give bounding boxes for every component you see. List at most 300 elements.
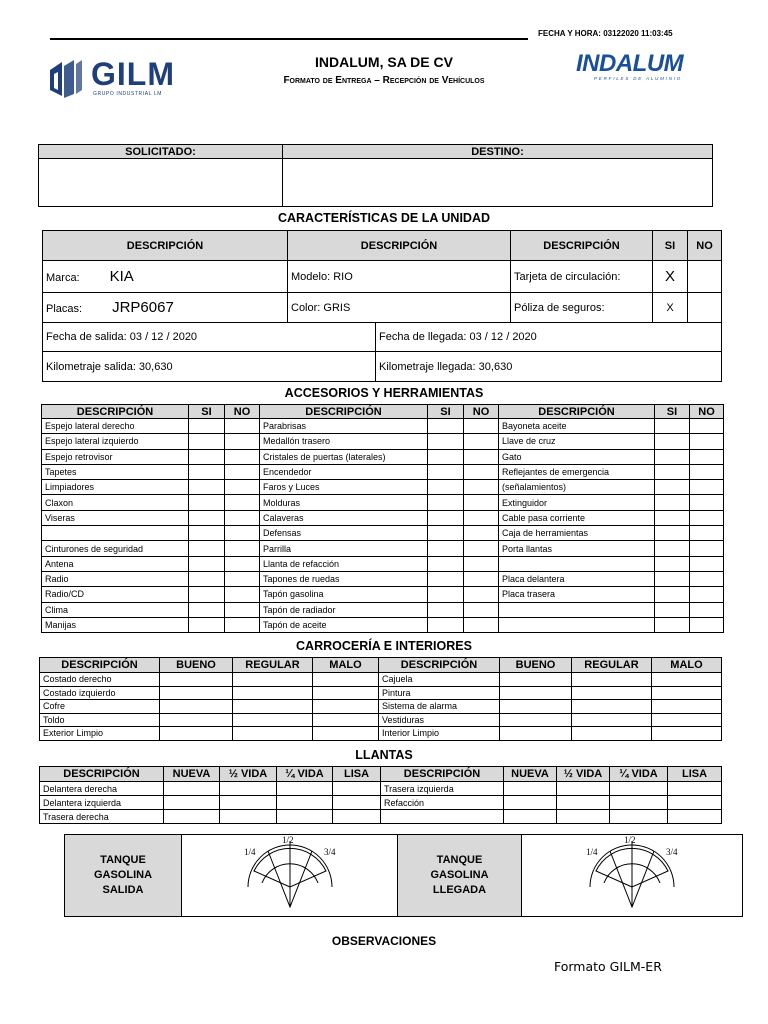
body-malo-cell[interactable]: [652, 673, 722, 687]
body-regular-cell[interactable]: [233, 727, 313, 741]
body-regular-cell[interactable]: [233, 700, 313, 714]
accessory-si-cell[interactable]: [428, 587, 464, 602]
body-regular-cell[interactable]: [233, 713, 313, 727]
solicitado-header: SOLICITADO:: [39, 145, 283, 159]
body-malo-cell[interactable]: [313, 686, 379, 700]
fuel-llegada-gauge-cell[interactable]: [522, 835, 743, 917]
gilm-logo-text: GILM: [91, 56, 175, 92]
accessory-no-cell[interactable]: [464, 587, 499, 602]
observaciones-title: OBSERVACIONES: [331, 934, 437, 948]
svg-text:1/4: 1/4: [244, 847, 256, 857]
body-bueno-cell[interactable]: [500, 686, 572, 700]
unit-table: [42, 230, 722, 382]
header-rule: [50, 38, 528, 40]
accessory-si-cell[interactable]: [655, 556, 690, 571]
accessory-desc: Cristales de puertas (laterales): [260, 449, 428, 464]
table-row: [42, 434, 724, 449]
body-regular-cell[interactable]: [572, 700, 652, 714]
destino-field[interactable]: [283, 159, 713, 207]
accessory-si-cell[interactable]: [189, 617, 225, 632]
accessory-desc: [499, 617, 655, 632]
body-malo-cell[interactable]: [652, 700, 722, 714]
body-header-bueno-2: BUENO: [500, 658, 572, 673]
fecha-llegada[interactable]: Fecha de llegada: 03 / 12 / 2020: [376, 323, 722, 352]
accessory-si-cell[interactable]: [655, 602, 690, 617]
indalum-logo: [576, 50, 716, 90]
tire-half-cell[interactable]: [220, 782, 277, 796]
accessory-si-cell[interactable]: [655, 480, 690, 495]
tire-lisa-cell[interactable]: [333, 796, 381, 810]
unit-header-no: NO: [688, 231, 722, 261]
body-bueno-cell[interactable]: [160, 713, 233, 727]
accessory-si-cell[interactable]: [655, 526, 690, 541]
acc-header-desc-3: DESCRIPCIÓN: [499, 405, 655, 419]
accessory-desc: Extinguidor: [499, 495, 655, 510]
table-row: [42, 464, 724, 479]
accessory-desc: Radio/CD: [42, 587, 189, 602]
tire-quarter-cell[interactable]: [610, 782, 668, 796]
body-desc: Costado derecho: [40, 673, 160, 687]
accessory-no-cell[interactable]: [464, 571, 499, 586]
accessory-no-cell[interactable]: [690, 617, 724, 632]
tire-desc: Delantera derecha: [40, 782, 164, 796]
accessory-si-cell[interactable]: [189, 419, 225, 434]
body-desc: Costado izquierdo: [40, 686, 160, 700]
body-malo-cell[interactable]: [313, 713, 379, 727]
accessory-desc: Espejo lateral izquierdo: [42, 434, 189, 449]
accessory-si-cell[interactable]: [189, 480, 225, 495]
tire-nueva-cell[interactable]: [504, 796, 557, 810]
tire-desc: Trasera derecha: [40, 810, 164, 824]
acc-header-no-1: NO: [225, 405, 260, 419]
tire-quarter-cell[interactable]: [277, 782, 333, 796]
body-table: [39, 657, 722, 741]
request-table: [38, 144, 713, 207]
company-name: INDALUM, SA DE CV: [315, 54, 453, 70]
accessory-no-cell[interactable]: [464, 464, 499, 479]
indalum-logo-text: INDALUM: [576, 50, 684, 77]
table-row: [40, 782, 722, 796]
body-regular-cell[interactable]: [572, 727, 652, 741]
tarjeta-no[interactable]: [688, 261, 722, 293]
accessory-si-cell[interactable]: [428, 526, 464, 541]
poliza-label: Póliza de seguros:: [511, 293, 653, 323]
tire-half-cell[interactable]: [220, 796, 277, 810]
table-row: [40, 700, 722, 714]
unit-header-desc-2: DESCRIPCIÓN: [288, 231, 511, 261]
table-row: [42, 571, 724, 586]
accessory-si-cell[interactable]: [189, 495, 225, 510]
accessory-no-cell[interactable]: [464, 434, 499, 449]
accessory-no-cell[interactable]: [225, 510, 260, 525]
tire-desc: Trasera izquierda: [381, 782, 504, 796]
unit-header-desc-1: DESCRIPCIÓN: [43, 231, 288, 261]
unit-header-desc-3: DESCRIPCIÓN: [511, 231, 653, 261]
body-desc: Cajuela: [379, 673, 500, 687]
body-regular-cell[interactable]: [572, 713, 652, 727]
table-row: [42, 556, 724, 571]
body-desc: Sistema de alarma: [379, 700, 500, 714]
accessories-section-title: ACCESORIOS Y HERRAMIENTAS: [284, 386, 484, 400]
body-header-bueno-1: BUENO: [160, 658, 233, 673]
accessory-si-cell[interactable]: [428, 495, 464, 510]
table-row: [40, 727, 722, 741]
table-row: [42, 617, 724, 632]
accessory-si-cell[interactable]: [655, 464, 690, 479]
fuel-salida-label: TANQUE GASOLINA SALIDA: [65, 835, 182, 917]
accessory-si-cell[interactable]: [189, 541, 225, 556]
acc-header-no-3: NO: [690, 405, 724, 419]
tire-half-cell[interactable]: [220, 810, 277, 824]
accessory-no-cell[interactable]: [225, 434, 260, 449]
tire-lisa-cell[interactable]: [333, 782, 381, 796]
accessory-no-cell[interactable]: [690, 510, 724, 525]
tires-header-lisa-2: LISA: [668, 767, 722, 782]
accessory-desc: Espejo lateral derecho: [42, 419, 189, 434]
accessory-si-cell[interactable]: [655, 495, 690, 510]
tires-header-lisa-1: LISA: [333, 767, 381, 782]
accessory-no-cell[interactable]: [225, 480, 260, 495]
accessory-desc: [499, 556, 655, 571]
tire-lisa-cell[interactable]: [668, 782, 722, 796]
body-regular-cell[interactable]: [233, 686, 313, 700]
accessory-no-cell[interactable]: [690, 480, 724, 495]
accessory-desc: Tapones de ruedas: [260, 571, 428, 586]
accessory-desc: Tapón de radiador: [260, 602, 428, 617]
accessory-si-cell[interactable]: [428, 617, 464, 632]
accessory-desc: Antena: [42, 556, 189, 571]
accessory-si-cell[interactable]: [655, 510, 690, 525]
table-row: [42, 510, 724, 525]
body-desc: Interior Limpio: [379, 727, 500, 741]
accessory-no-cell[interactable]: [464, 617, 499, 632]
fuel-table: [64, 834, 743, 917]
accessory-si-cell[interactable]: [655, 419, 690, 434]
marca-cell: Marca: KIA: [43, 261, 288, 293]
tires-header-quarter-2: ¼ VIDA: [610, 767, 668, 782]
tire-quarter-cell[interactable]: [277, 796, 333, 810]
form-subtitle: Formato de Entrega – Recepción de Vehículos: [283, 75, 485, 86]
svg-text:1/2: 1/2: [624, 835, 636, 845]
accessory-desc: Calaveras: [260, 510, 428, 525]
accessory-si-cell[interactable]: [189, 510, 225, 525]
body-regular-cell[interactable]: [572, 686, 652, 700]
body-regular-cell[interactable]: [233, 673, 313, 687]
accessory-si-cell[interactable]: [428, 434, 464, 449]
accessory-desc: Cinturones de seguridad: [42, 541, 189, 556]
tires-section-title: LLANTAS: [355, 748, 413, 762]
accessory-no-cell[interactable]: [225, 495, 260, 510]
accessory-desc: Tapón gasolina: [260, 587, 428, 602]
accessories-table: [41, 404, 724, 633]
accessory-si-cell[interactable]: [189, 587, 225, 602]
accessory-si-cell[interactable]: [655, 434, 690, 449]
acc-header-no-2: NO: [464, 405, 499, 419]
tire-half-cell[interactable]: [557, 796, 610, 810]
accessory-no-cell[interactable]: [690, 464, 724, 479]
body-desc: Toldo: [40, 713, 160, 727]
accessory-desc: Medallón trasero: [260, 434, 428, 449]
table-row: [40, 686, 722, 700]
accessory-desc: Caja de herramientas: [499, 526, 655, 541]
body-malo-cell[interactable]: [313, 700, 379, 714]
accessory-si-cell[interactable]: [655, 449, 690, 464]
table-row: [40, 713, 722, 727]
accessory-si-cell[interactable]: [189, 602, 225, 617]
accessory-si-cell[interactable]: [428, 571, 464, 586]
accessory-si-cell[interactable]: [189, 449, 225, 464]
accessory-no-cell[interactable]: [464, 419, 499, 434]
accessory-no-cell[interactable]: [225, 464, 260, 479]
body-malo-cell[interactable]: [313, 673, 379, 687]
body-malo-cell[interactable]: [652, 686, 722, 700]
table-row: [40, 796, 722, 810]
body-bueno-cell[interactable]: [500, 713, 572, 727]
fuel-salida-gauge-cell[interactable]: [182, 835, 398, 917]
body-bueno-cell[interactable]: [500, 700, 572, 714]
accessory-no-cell[interactable]: [225, 449, 260, 464]
body-header-desc-1: DESCRIPCIÓN: [40, 658, 160, 673]
body-bueno-cell[interactable]: [160, 686, 233, 700]
accessory-no-cell[interactable]: [464, 510, 499, 525]
accessory-no-cell[interactable]: [464, 526, 499, 541]
accessory-si-cell[interactable]: [428, 480, 464, 495]
body-header-malo-1: MALO: [313, 658, 379, 673]
modelo-value[interactable]: RIO: [333, 270, 353, 283]
accessory-desc: Radio: [42, 571, 189, 586]
color-cell: Color: GRIS: [288, 293, 511, 323]
tires-header-desc-2: DESCRIPCIÓN: [381, 767, 504, 782]
body-header-regular-2: REGULAR: [572, 658, 652, 673]
accessory-desc: Claxon: [42, 495, 189, 510]
accessory-desc: Porta llantas: [499, 541, 655, 556]
tire-desc: Refacción: [381, 796, 504, 810]
accessory-desc: Llanta de refacción: [260, 556, 428, 571]
acc-header-si-1: SI: [189, 405, 225, 419]
table-row: [42, 587, 724, 602]
tire-lisa-cell[interactable]: [333, 810, 381, 824]
accessory-si-cell[interactable]: [655, 541, 690, 556]
accessory-no-cell[interactable]: [690, 434, 724, 449]
body-desc: Pintura: [379, 686, 500, 700]
accessory-no-cell[interactable]: [225, 587, 260, 602]
svg-text:1/2: 1/2: [282, 835, 294, 845]
accessory-desc: Limpiadores: [42, 480, 189, 495]
body-desc: Vestiduras: [379, 713, 500, 727]
accessory-desc: Placa trasera: [499, 587, 655, 602]
tires-header-nueva-1: NUEVA: [164, 767, 220, 782]
solicitado-field[interactable]: [39, 159, 283, 207]
fuel-gauge-icon: [182, 835, 398, 915]
accessory-desc: Defensas: [260, 526, 428, 541]
table-row: [40, 673, 722, 687]
marca-value[interactable]: KIA: [109, 268, 134, 285]
accessory-desc: (señalamientos): [499, 480, 655, 495]
tire-half-cell[interactable]: [557, 782, 610, 796]
accessory-desc: Clima: [42, 602, 189, 617]
tire-nueva-cell[interactable]: [164, 782, 220, 796]
accessory-desc: Placa delantera: [499, 571, 655, 586]
accessory-si-cell[interactable]: [428, 464, 464, 479]
accessory-no-cell[interactable]: [225, 526, 260, 541]
table-row: [42, 419, 724, 434]
table-row: [42, 526, 724, 541]
form-code: Formato GILM-ER: [554, 959, 662, 974]
accessory-desc: Llave de cruz: [499, 434, 655, 449]
accessory-desc: Bayoneta aceite: [499, 419, 655, 434]
tires-header-nueva-2: NUEVA: [504, 767, 557, 782]
accessory-no-cell[interactable]: [690, 556, 724, 571]
accessory-desc: Espejo retrovisor: [42, 449, 189, 464]
tarjeta-label: Tarjeta de circulación:: [511, 261, 653, 293]
body-regular-cell[interactable]: [572, 673, 652, 687]
accessory-desc: Tapetes: [42, 464, 189, 479]
unit-header-si: SI: [653, 231, 688, 261]
accessory-no-cell[interactable]: [690, 526, 724, 541]
accessory-no-cell[interactable]: [690, 495, 724, 510]
poliza-no[interactable]: [688, 293, 722, 323]
fuel-gauge-icon: [522, 835, 743, 915]
tires-header-half-2: ½ VIDA: [557, 767, 610, 782]
body-bueno-cell[interactable]: [160, 673, 233, 687]
table-row: [42, 480, 724, 495]
tire-lisa-cell[interactable]: [668, 810, 722, 824]
accessory-desc: Viseras: [42, 510, 189, 525]
body-desc: Exterior Limpio: [40, 727, 160, 741]
accessory-si-cell[interactable]: [189, 526, 225, 541]
accessory-si-cell[interactable]: [189, 464, 225, 479]
unit-section-title: CARACTERÍSTICAS DE LA UNIDAD: [277, 211, 491, 225]
tire-nueva-cell[interactable]: [504, 810, 557, 824]
svg-text:3/4: 3/4: [666, 847, 678, 857]
table-row: [42, 495, 724, 510]
accessory-desc: Manijas: [42, 617, 189, 632]
svg-text:3/4: 3/4: [324, 847, 336, 857]
accessory-desc: Tapón de aceite: [260, 617, 428, 632]
modelo-cell: Modelo: RIO: [288, 261, 511, 293]
accessory-si-cell[interactable]: [189, 556, 225, 571]
fuel-llegada-label: TANQUE GASOLINA LLEGADA: [398, 835, 522, 917]
accessory-desc: [42, 526, 189, 541]
body-header-desc-2: DESCRIPCIÓN: [379, 658, 500, 673]
accessory-si-cell[interactable]: [655, 587, 690, 602]
poliza-si[interactable]: X: [653, 293, 688, 323]
indalum-logo-sub: PERFILES DE ALUMINIO: [594, 76, 683, 81]
accessory-si-cell[interactable]: [655, 617, 690, 632]
accessory-no-cell[interactable]: [690, 571, 724, 586]
accessory-si-cell[interactable]: [655, 571, 690, 586]
tires-table: [39, 766, 722, 824]
accessory-desc: Parrilla: [260, 541, 428, 556]
accessory-no-cell[interactable]: [690, 587, 724, 602]
accessory-no-cell[interactable]: [464, 480, 499, 495]
accessory-si-cell[interactable]: [428, 419, 464, 434]
accessory-no-cell[interactable]: [225, 419, 260, 434]
accessory-si-cell[interactable]: [189, 571, 225, 586]
body-bueno-cell[interactable]: [500, 673, 572, 687]
acc-header-desc-2: DESCRIPCIÓN: [260, 405, 428, 419]
svg-text:1/4: 1/4: [586, 847, 598, 857]
destino-header: DESTINO:: [283, 145, 713, 159]
body-malo-cell[interactable]: [313, 727, 379, 741]
accessory-no-cell[interactable]: [464, 541, 499, 556]
table-row: [40, 810, 722, 824]
body-header-malo-2: MALO: [652, 658, 722, 673]
accessory-desc: Faros y Luces: [260, 480, 428, 495]
accessory-si-cell[interactable]: [428, 556, 464, 571]
accessory-no-cell[interactable]: [690, 419, 724, 434]
body-malo-cell[interactable]: [652, 727, 722, 741]
tire-lisa-cell[interactable]: [668, 796, 722, 810]
body-header-regular-1: REGULAR: [233, 658, 313, 673]
accessory-desc: Cable pasa corriente: [499, 510, 655, 525]
body-bueno-cell[interactable]: [160, 727, 233, 741]
body-desc: Cofre: [40, 700, 160, 714]
accessory-no-cell[interactable]: [690, 449, 724, 464]
fecha-salida[interactable]: Fecha de salida: 03 / 12 / 2020: [43, 323, 376, 352]
acc-header-desc-1: DESCRIPCIÓN: [42, 405, 189, 419]
accessory-no-cell[interactable]: [225, 602, 260, 617]
tire-desc: [381, 810, 504, 824]
accessory-si-cell[interactable]: [189, 434, 225, 449]
km-llegada[interactable]: Kilometraje llegada: 30,630: [376, 352, 722, 382]
accessory-no-cell[interactable]: [690, 541, 724, 556]
tarjeta-si[interactable]: X: [653, 261, 688, 293]
accessory-no-cell[interactable]: [464, 602, 499, 617]
accessory-no-cell[interactable]: [225, 541, 260, 556]
accessory-no-cell[interactable]: [464, 556, 499, 571]
accessory-desc: Parabrisas: [260, 419, 428, 434]
tire-nueva-cell[interactable]: [504, 782, 557, 796]
placas-cell: Placas: JRP6067: [43, 293, 288, 323]
accessory-si-cell[interactable]: [428, 510, 464, 525]
accessory-desc: Encendedor: [260, 464, 428, 479]
datetime: FECHA Y HORA: 03122020 11:03:45: [538, 29, 673, 38]
table-row: [42, 602, 724, 617]
body-section-title: CARROCERÍA E INTERIORES: [296, 639, 472, 653]
body-malo-cell[interactable]: [652, 713, 722, 727]
tire-quarter-cell[interactable]: [277, 810, 333, 824]
tire-quarter-cell[interactable]: [610, 810, 668, 824]
accessory-no-cell[interactable]: [225, 571, 260, 586]
accessory-si-cell[interactable]: [428, 602, 464, 617]
accessory-desc: Molduras: [260, 495, 428, 510]
body-bueno-cell[interactable]: [500, 727, 572, 741]
tire-nueva-cell[interactable]: [164, 796, 220, 810]
accessory-no-cell[interactable]: [225, 617, 260, 632]
table-row: [42, 541, 724, 556]
tires-header-half-1: ½ VIDA: [220, 767, 277, 782]
tire-quarter-cell[interactable]: [610, 796, 668, 810]
tire-nueva-cell[interactable]: [164, 810, 220, 824]
accessory-si-cell[interactable]: [428, 541, 464, 556]
accessory-si-cell[interactable]: [428, 449, 464, 464]
tires-header-quarter-1: ¼ VIDA: [277, 767, 333, 782]
tire-half-cell[interactable]: [557, 810, 610, 824]
accessory-no-cell[interactable]: [690, 602, 724, 617]
km-salida[interactable]: Kilometraje salida: 30,630: [43, 352, 376, 382]
tire-desc: Delantera izquierda: [40, 796, 164, 810]
accessory-no-cell[interactable]: [225, 556, 260, 571]
body-bueno-cell[interactable]: [160, 700, 233, 714]
color-value[interactable]: GRIS: [323, 301, 351, 314]
table-row: [42, 449, 724, 464]
placas-value[interactable]: JRP6067: [112, 299, 174, 316]
accessory-no-cell[interactable]: [464, 449, 499, 464]
accessory-no-cell[interactable]: [464, 495, 499, 510]
acc-header-si-2: SI: [428, 405, 464, 419]
acc-header-si-3: SI: [655, 405, 690, 419]
